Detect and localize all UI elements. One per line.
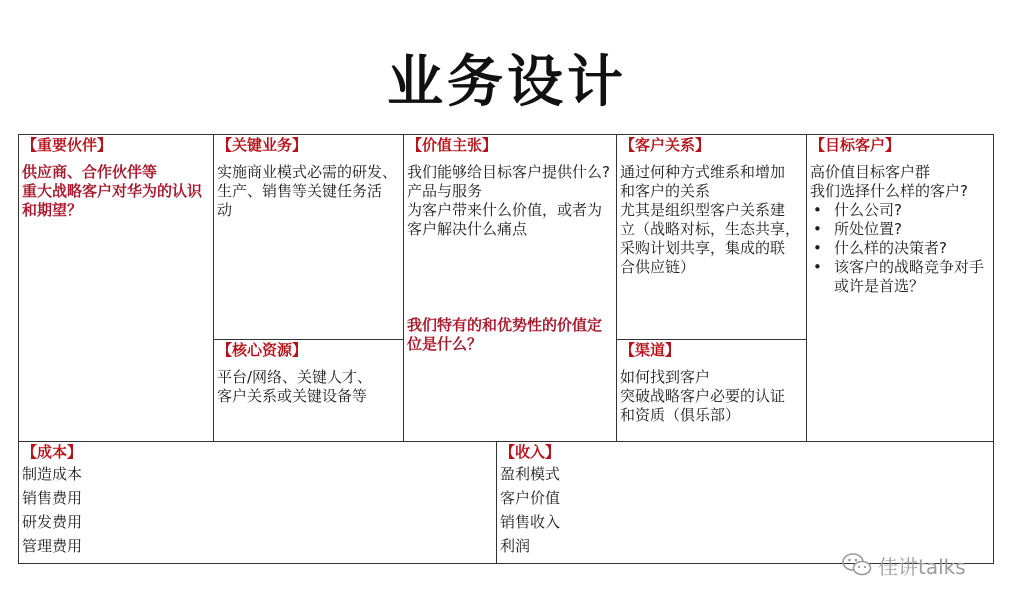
value-proposition-line: 我们能够给目标客户提供什么? xyxy=(407,163,610,181)
target-customers-bullet: • 所处位置? xyxy=(810,220,993,239)
key-partners-header: 【重要伙伴】 xyxy=(22,136,113,154)
value-proposition-header: 【价值主张】 xyxy=(407,136,498,154)
customer-relationships-header: 【客户关系】 xyxy=(620,136,711,154)
customer-relationships-line: 尤其是组织型客户关系建 xyxy=(620,201,786,219)
revenue-line: 盈利模式 xyxy=(500,465,561,483)
core-resources-block xyxy=(213,339,404,442)
value-proposition-line: 客户解决什么痛点 xyxy=(407,220,528,238)
cost-block xyxy=(18,441,497,564)
customer-relationships-line: 立（战略对标，生态共享， xyxy=(620,220,801,238)
key-activities-line: 实施商业模式必需的研发、 xyxy=(217,163,398,181)
value-proposition-line: 产品与服务 xyxy=(407,182,483,200)
key-partners-text xyxy=(22,163,211,220)
target-customers-header: 【目标客户】 xyxy=(810,136,901,154)
watermark-text: 佳讲talks xyxy=(878,554,966,579)
value-proposition-line: 为客户带来什么价值，或者为 xyxy=(407,201,603,219)
customer-relationships-line: 通过何种方式维系和增加 xyxy=(620,163,786,181)
core-resources-header: 【核心资源】 xyxy=(217,341,308,359)
value-proposition-block xyxy=(403,134,617,442)
core-resources-line: 客户关系或关键设备等 xyxy=(217,387,368,405)
revenue-text xyxy=(500,462,991,558)
key-partners-line: 供应商、合作伙伴等 xyxy=(22,163,158,181)
target-customers-line: 高价值目标客户群 xyxy=(810,163,931,181)
customer-relationships-block xyxy=(616,134,807,340)
key-activities-line: 动 xyxy=(217,201,233,219)
target-customers-text xyxy=(810,163,991,201)
key-activities-text xyxy=(217,163,401,220)
customer-relationships-line: 和客户的关系 xyxy=(620,182,711,200)
revenue-line: 销售收入 xyxy=(500,513,561,531)
customer-relationships-line: 合供应链） xyxy=(620,258,696,276)
cost-line: 制造成本 xyxy=(22,465,83,483)
core-resources-line: 平台/网络、关键人才、 xyxy=(217,368,373,386)
customer-relationships-text xyxy=(620,163,804,277)
value-proposition-text xyxy=(407,163,614,239)
target-customers-bullet: • 什么样的决策者? xyxy=(810,239,993,258)
revenue-line: 利润 xyxy=(500,537,531,555)
target-customers-bullet: • 什么公司? xyxy=(810,201,993,220)
channels-line: 如何找到客户 xyxy=(620,368,711,386)
revenue-block xyxy=(496,441,994,564)
channels-header: 【渠道】 xyxy=(620,341,681,359)
value-proposition-highlight-line: 我们特有的和优势性的价值定 xyxy=(407,316,603,334)
value-proposition-highlight xyxy=(407,316,602,354)
key-activities-line: 生产、销售等关键任务活 xyxy=(217,182,383,200)
wechat-icon xyxy=(842,552,872,578)
cost-line: 研发费用 xyxy=(22,513,83,531)
channels-text xyxy=(620,368,804,425)
page-title: 业务设计 xyxy=(387,50,627,115)
value-proposition-highlight-line: 位是什么？ xyxy=(407,335,483,353)
target-customers-bullet: • 该客户的战略竞争对手或许是首选？ xyxy=(810,258,993,296)
cost-line: 销售费用 xyxy=(22,489,83,507)
core-resources-text xyxy=(217,368,401,406)
key-partners-line: 和期望？ xyxy=(22,201,83,219)
target-customers-bullets xyxy=(807,201,993,296)
watermark xyxy=(842,550,966,580)
target-customers-line: 我们选择什么样的客户? xyxy=(810,182,968,200)
channels-line: 和资质（俱乐部） xyxy=(620,406,741,424)
cost-line: 管理费用 xyxy=(22,537,83,555)
business-model-canvas xyxy=(18,134,994,564)
customer-relationships-line: 采购计划共享，集成的联 xyxy=(620,239,786,257)
cost-text xyxy=(22,462,494,558)
target-customers-block xyxy=(806,134,994,442)
key-partners-block xyxy=(18,134,214,442)
channels-line: 突破战略客户必要的认证 xyxy=(620,387,786,405)
cost-header: 【成本】 xyxy=(22,443,83,461)
key-activities-header: 【关键业务】 xyxy=(217,136,308,154)
revenue-line: 客户价值 xyxy=(500,489,561,507)
key-partners-line: 重大战略客户对华为的认识 xyxy=(22,182,203,200)
revenue-header: 【收入】 xyxy=(500,443,561,461)
key-activities-block xyxy=(213,134,404,340)
channels-block xyxy=(616,339,807,442)
